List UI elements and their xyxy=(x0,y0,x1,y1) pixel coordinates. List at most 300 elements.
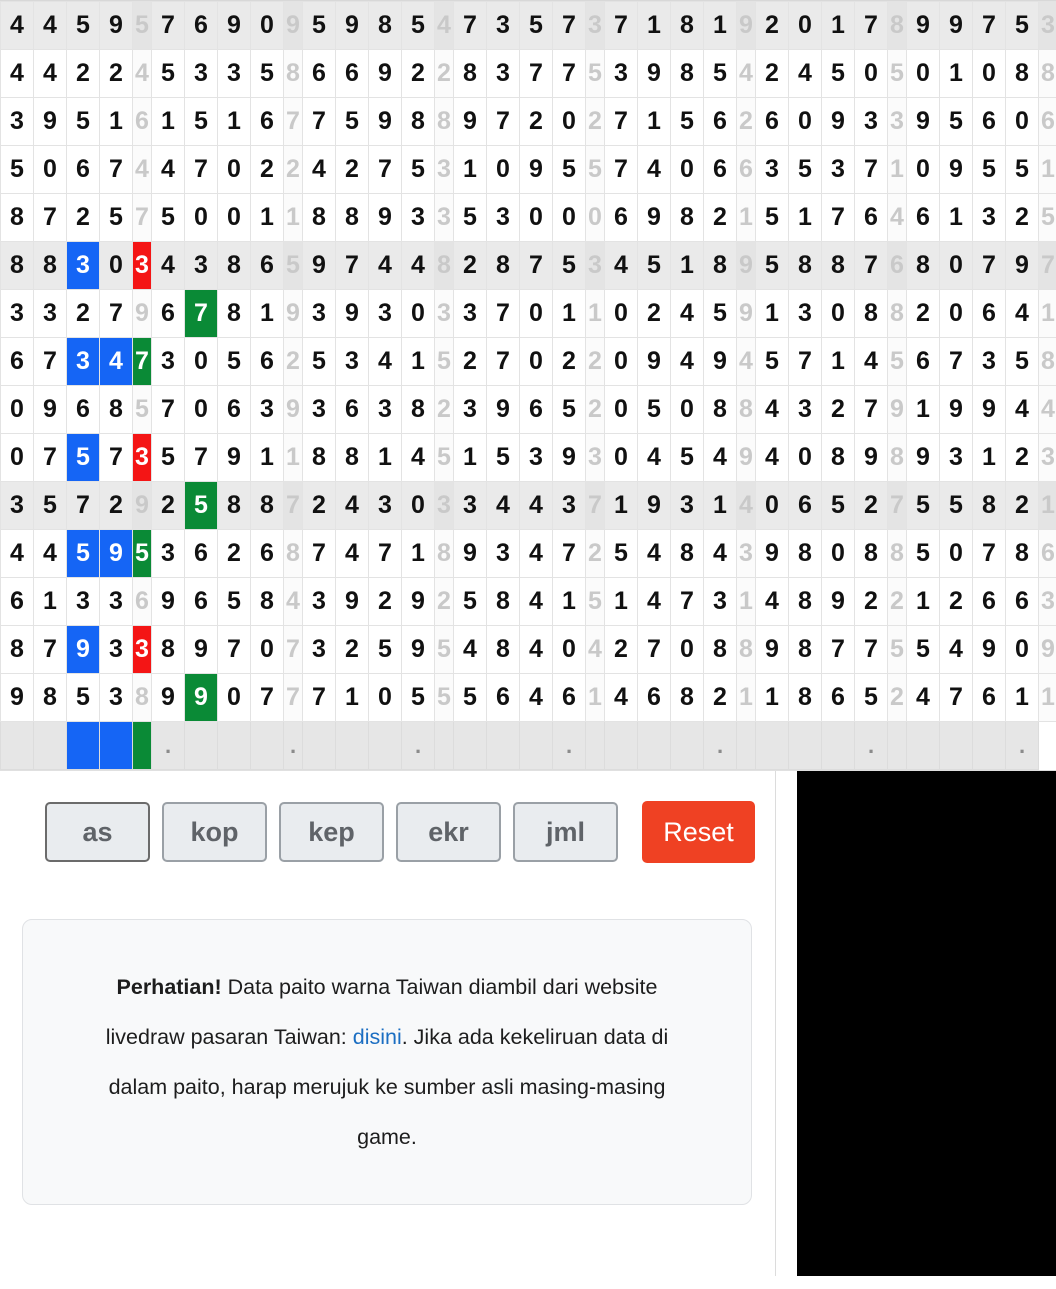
paito-cell[interactable]: 8 xyxy=(1,194,34,242)
paito-cell[interactable]: 8 xyxy=(34,674,67,722)
paito-cell[interactable]: 5 xyxy=(435,674,454,722)
paito-cell[interactable]: 8 xyxy=(34,242,67,290)
paito-cell[interactable]: 4 xyxy=(1,50,34,98)
paito-cell[interactable]: 9 xyxy=(907,2,940,50)
paito-cell[interactable]: 4 xyxy=(402,434,435,482)
paito-cell[interactable]: 8 xyxy=(303,434,336,482)
paito-cell[interactable]: 9 xyxy=(737,434,756,482)
paito-cell[interactable]: 9 xyxy=(1039,626,1056,674)
paito-cell[interactable]: 3 xyxy=(822,146,855,194)
paito-cell[interactable]: 4 xyxy=(336,530,369,578)
paito-cell[interactable]: 6 xyxy=(638,674,671,722)
paito-cell[interactable]: 7 xyxy=(605,2,638,50)
paito-cell[interactable]: 7 xyxy=(152,2,185,50)
paito-cell[interactable]: 3 xyxy=(454,482,487,530)
paito-cell[interactable]: 8 xyxy=(336,434,369,482)
paito-cell[interactable]: 4 xyxy=(520,530,553,578)
paito-cell[interactable]: 9 xyxy=(284,290,303,338)
paito-cell[interactable]: 2 xyxy=(855,482,888,530)
paito-cell[interactable]: 3 xyxy=(218,50,251,98)
paito-cell[interactable]: 7 xyxy=(100,434,133,482)
paito-cell[interactable]: 6 xyxy=(1,578,34,626)
paito-cell[interactable]: 8 xyxy=(1006,530,1039,578)
paito-cell[interactable]: 7 xyxy=(34,626,67,674)
paito-cell[interactable]: 6 xyxy=(133,98,152,146)
paito-cell[interactable]: 0 xyxy=(855,50,888,98)
paito-cell[interactable]: 7 xyxy=(100,146,133,194)
paito-cell[interactable]: 0 xyxy=(605,338,638,386)
paito-cell[interactable]: 2 xyxy=(454,242,487,290)
paito-cell[interactable]: 9 xyxy=(1006,242,1039,290)
paito-cell[interactable]: 5 xyxy=(487,434,520,482)
paito-cell[interactable]: 0 xyxy=(1,434,34,482)
paito-cell[interactable]: 3 xyxy=(1039,578,1056,626)
paito-cell[interactable]: 8 xyxy=(133,674,152,722)
paito-cell[interactable]: 0 xyxy=(940,242,973,290)
paito-cell[interactable]: 6 xyxy=(888,242,907,290)
paito-cell[interactable]: 0 xyxy=(822,530,855,578)
paito-cell[interactable]: 7 xyxy=(1039,242,1056,290)
paito-cell[interactable]: 5 xyxy=(303,338,336,386)
paito-cell[interactable]: 5 xyxy=(1039,194,1056,242)
paito-cell[interactable]: 6 xyxy=(67,386,100,434)
paito-cell[interactable]: 0 xyxy=(789,434,822,482)
paito-cell[interactable]: 3 xyxy=(487,530,520,578)
paito-cell[interactable]: 8 xyxy=(855,530,888,578)
paito-cell[interactable]: 1 xyxy=(454,146,487,194)
paito-cell-highlight-red[interactable]: 3 xyxy=(133,242,152,290)
paito-cell[interactable]: 1 xyxy=(671,242,704,290)
paito-cell[interactable]: 8 xyxy=(789,242,822,290)
paito-cell[interactable]: 8 xyxy=(1039,338,1056,386)
paito-cell[interactable]: 1 xyxy=(940,194,973,242)
paito-cell[interactable]: 3 xyxy=(1039,434,1056,482)
paito-cell[interactable]: 2 xyxy=(67,50,100,98)
paito-cell[interactable]: 9 xyxy=(855,434,888,482)
paito-cell[interactable]: 7 xyxy=(605,98,638,146)
paito-cell[interactable]: 7 xyxy=(185,434,218,482)
paito-cell[interactable]: 8 xyxy=(369,2,402,50)
paito-cell[interactable]: 4 xyxy=(1,2,34,50)
paito-cell[interactable]: 0 xyxy=(671,146,704,194)
filter-button-jml[interactable]: jml xyxy=(513,802,618,862)
paito-cell[interactable]: 3 xyxy=(152,338,185,386)
paito-cell[interactable]: 5 xyxy=(369,626,402,674)
paito-cell[interactable]: 3 xyxy=(402,194,435,242)
paito-cell[interactable]: 4 xyxy=(737,482,756,530)
paito-cell[interactable]: 6 xyxy=(251,338,284,386)
paito-cell[interactable]: 9 xyxy=(218,434,251,482)
paito-cell[interactable]: 5 xyxy=(152,194,185,242)
paito-cell[interactable]: 6 xyxy=(1039,530,1056,578)
paito-cell[interactable]: 9 xyxy=(737,2,756,50)
paito-cell[interactable]: 4 xyxy=(369,242,402,290)
paito-cell[interactable]: 0 xyxy=(907,146,940,194)
paito-cell[interactable]: 9 xyxy=(152,578,185,626)
paito-cell[interactable]: 5 xyxy=(756,242,789,290)
paito-cell[interactable]: 2 xyxy=(553,338,586,386)
paito-cell[interactable]: 7 xyxy=(822,194,855,242)
paito-cell[interactable]: 6 xyxy=(973,98,1006,146)
paito-cell[interactable]: 5 xyxy=(454,194,487,242)
paito-cell[interactable]: 7 xyxy=(855,386,888,434)
paito-cell[interactable]: 7 xyxy=(605,146,638,194)
paito-cell[interactable]: 8 xyxy=(671,194,704,242)
paito-cell[interactable]: 5 xyxy=(638,242,671,290)
paito-cell[interactable]: 9 xyxy=(402,578,435,626)
paito-cell[interactable]: 7 xyxy=(855,2,888,50)
paito-cell[interactable]: 5 xyxy=(1006,146,1039,194)
paito-cell[interactable]: 7 xyxy=(185,146,218,194)
paito-cell[interactable]: 6 xyxy=(336,386,369,434)
paito-cell[interactable]: 2 xyxy=(67,194,100,242)
paito-cell[interactable]: 6 xyxy=(704,146,737,194)
paito-cell[interactable]: 2 xyxy=(402,50,435,98)
paito-cell[interactable]: 8 xyxy=(1039,50,1056,98)
paito-cell[interactable]: 4 xyxy=(369,338,402,386)
paito-cell[interactable]: 6 xyxy=(185,578,218,626)
paito-cell[interactable]: 4 xyxy=(756,434,789,482)
paito-cell[interactable]: 2 xyxy=(756,50,789,98)
paito-cell[interactable]: 1 xyxy=(402,338,435,386)
paito-cell[interactable]: 3 xyxy=(100,626,133,674)
paito-cell[interactable]: 1 xyxy=(704,482,737,530)
paito-cell[interactable]: 1 xyxy=(1039,674,1056,722)
paito-cell[interactable]: 9 xyxy=(133,482,152,530)
paito-cell[interactable]: 0 xyxy=(822,290,855,338)
paito-cell[interactable]: 0 xyxy=(520,194,553,242)
paito-cell[interactable]: 6 xyxy=(973,290,1006,338)
paito-cell[interactable]: 1 xyxy=(553,290,586,338)
paito-cell[interactable]: 8 xyxy=(218,290,251,338)
paito-cell[interactable]: 7 xyxy=(284,482,303,530)
paito-cell[interactable]: 7 xyxy=(67,482,100,530)
paito-cell[interactable]: 5 xyxy=(100,194,133,242)
paito-cell[interactable]: 7 xyxy=(973,242,1006,290)
paito-cell[interactable]: 8 xyxy=(487,626,520,674)
paito-cell[interactable]: 7 xyxy=(487,338,520,386)
paito-cell[interactable]: 7 xyxy=(855,146,888,194)
paito-cell[interactable]: 5 xyxy=(218,578,251,626)
paito-cell[interactable]: 8 xyxy=(218,482,251,530)
paito-cell[interactable]: 4 xyxy=(605,674,638,722)
paito-cell[interactable]: 1 xyxy=(336,674,369,722)
paito-cell[interactable]: 8 xyxy=(284,50,303,98)
filter-button-kop[interactable]: kop xyxy=(162,802,267,862)
paito-cell[interactable]: 5 xyxy=(152,434,185,482)
paito-cell[interactable]: 3 xyxy=(152,530,185,578)
paito-cell[interactable]: 5 xyxy=(704,290,737,338)
paito-cell[interactable]: 7 xyxy=(284,674,303,722)
paito-cell[interactable]: 4 xyxy=(284,578,303,626)
paito-cell[interactable]: 4 xyxy=(1,530,34,578)
paito-cell[interactable]: 2 xyxy=(586,338,605,386)
paito-cell[interactable]: 1 xyxy=(789,194,822,242)
paito-cell[interactable]: 2 xyxy=(336,626,369,674)
paito-cell[interactable]: 5 xyxy=(435,626,454,674)
filter-button-ekr[interactable]: ekr xyxy=(396,802,501,862)
paito-cell[interactable]: 1 xyxy=(402,530,435,578)
paito-cell[interactable]: 0 xyxy=(940,290,973,338)
paito-cell[interactable]: 6 xyxy=(822,674,855,722)
paito-cell-highlight-blue[interactable]: 4 xyxy=(100,338,133,386)
paito-cell[interactable]: 3 xyxy=(303,578,336,626)
paito-cell[interactable]: 6 xyxy=(704,98,737,146)
paito-cell[interactable]: 3 xyxy=(973,338,1006,386)
paito-cell[interactable]: 0 xyxy=(553,194,586,242)
paito-cell[interactable]: 1 xyxy=(638,2,671,50)
paito-cell[interactable]: 2 xyxy=(218,530,251,578)
paito-cell[interactable]: 0 xyxy=(218,146,251,194)
paito-cell[interactable]: 6 xyxy=(1,338,34,386)
paito-cell[interactable]: 9 xyxy=(369,50,402,98)
paito-cell[interactable]: 1 xyxy=(704,2,737,50)
paito-cell[interactable]: 5 xyxy=(402,674,435,722)
paito-cell[interactable]: 2 xyxy=(435,386,454,434)
paito-cell[interactable]: 4 xyxy=(1006,290,1039,338)
paito-cell[interactable]: 5 xyxy=(822,482,855,530)
paito-cell[interactable]: 4 xyxy=(303,146,336,194)
paito-cell[interactable]: 5 xyxy=(888,626,907,674)
paito-cell[interactable]: 7 xyxy=(34,338,67,386)
paito-cell[interactable]: 2 xyxy=(888,578,907,626)
paito-cell[interactable]: 8 xyxy=(855,290,888,338)
paito-cell[interactable]: 3 xyxy=(100,674,133,722)
paito-cell[interactable]: 5 xyxy=(152,50,185,98)
paito-cell[interactable]: 0 xyxy=(605,290,638,338)
notice-link-disini[interactable]: disini xyxy=(352,1025,402,1049)
paito-cell[interactable]: 9 xyxy=(822,98,855,146)
paito-cell[interactable]: 5 xyxy=(586,578,605,626)
paito-cell[interactable]: 3 xyxy=(586,242,605,290)
paito-cell[interactable]: 0 xyxy=(671,386,704,434)
paito-cell[interactable]: 4 xyxy=(907,674,940,722)
paito-cell[interactable]: 2 xyxy=(454,338,487,386)
paito-cell[interactable]: 6 xyxy=(1006,578,1039,626)
paito-cell[interactable]: 4 xyxy=(605,242,638,290)
paito-cell[interactable]: 8 xyxy=(402,98,435,146)
paito-cell[interactable]: 2 xyxy=(1006,482,1039,530)
paito-cell[interactable]: 7 xyxy=(822,626,855,674)
paito-cell[interactable]: 0 xyxy=(185,338,218,386)
reset-button[interactable]: Reset xyxy=(642,801,755,863)
paito-cell[interactable]: 5 xyxy=(1006,338,1039,386)
paito-cell-highlight-blue[interactable]: 9 xyxy=(100,530,133,578)
paito-cell[interactable]: 3 xyxy=(435,194,454,242)
paito-cell[interactable]: 7 xyxy=(671,578,704,626)
paito-cell[interactable]: 5 xyxy=(402,2,435,50)
paito-cell[interactable]: 7 xyxy=(855,242,888,290)
paito-cell[interactable]: 3 xyxy=(34,290,67,338)
paito-cell[interactable]: 9 xyxy=(185,626,218,674)
paito-cell[interactable]: 3 xyxy=(737,530,756,578)
paito-cell[interactable]: 6 xyxy=(737,146,756,194)
paito-cell[interactable]: 7 xyxy=(553,530,586,578)
paito-cell[interactable]: 9 xyxy=(907,98,940,146)
paito-cell[interactable]: 3 xyxy=(789,386,822,434)
paito-cell-highlight-green[interactable]: 5 xyxy=(185,482,218,530)
paito-cell[interactable]: 4 xyxy=(520,578,553,626)
paito-cell[interactable]: 2 xyxy=(67,290,100,338)
paito-cell[interactable]: 2 xyxy=(336,146,369,194)
paito-cell[interactable]: 2 xyxy=(303,482,336,530)
paito-cell[interactable]: 7 xyxy=(487,98,520,146)
paito-cell[interactable]: 7 xyxy=(100,290,133,338)
paito-cell[interactable]: 5 xyxy=(303,2,336,50)
paito-cell[interactable]: 0 xyxy=(553,626,586,674)
paito-cell[interactable]: 3 xyxy=(520,434,553,482)
paito-cell[interactable]: 3 xyxy=(185,50,218,98)
paito-cell[interactable]: 4 xyxy=(336,482,369,530)
paito-cell[interactable]: 9 xyxy=(638,482,671,530)
filter-button-kep[interactable]: kep xyxy=(279,802,384,862)
paito-cell-highlight-blue[interactable]: 5 xyxy=(67,434,100,482)
paito-cell[interactable]: 3 xyxy=(1,482,34,530)
paito-cell[interactable]: 9 xyxy=(34,386,67,434)
paito-cell[interactable]: 0 xyxy=(940,530,973,578)
paito-cell[interactable]: 4 xyxy=(34,50,67,98)
paito-cell[interactable]: 0 xyxy=(218,194,251,242)
paito-cell[interactable]: 3 xyxy=(454,290,487,338)
paito-cell[interactable]: 9 xyxy=(284,386,303,434)
paito-cell[interactable]: 2 xyxy=(822,386,855,434)
paito-cell[interactable]: 3 xyxy=(940,434,973,482)
paito-cell[interactable]: 1 xyxy=(369,434,402,482)
paito-cell[interactable]: 2 xyxy=(940,578,973,626)
paito-cell[interactable]: 4 xyxy=(756,386,789,434)
paito-cell[interactable]: 4 xyxy=(152,242,185,290)
paito-cell[interactable]: 5 xyxy=(454,578,487,626)
paito-cell[interactable]: 8 xyxy=(907,242,940,290)
paito-cell[interactable]: 4 xyxy=(402,242,435,290)
paito-cell[interactable]: 1 xyxy=(284,434,303,482)
paito-cell[interactable]: 9 xyxy=(973,386,1006,434)
paito-cell[interactable]: 1 xyxy=(1006,674,1039,722)
paito-cell[interactable]: 5 xyxy=(605,530,638,578)
paito-cell[interactable]: 7 xyxy=(553,50,586,98)
paito-cell[interactable]: 4 xyxy=(133,146,152,194)
paito-cell[interactable]: 1 xyxy=(1039,482,1056,530)
paito-cell[interactable]: 4 xyxy=(435,2,454,50)
paito-cell[interactable]: 8 xyxy=(1,626,34,674)
paito-cell[interactable]: 5 xyxy=(553,242,586,290)
paito-cell[interactable]: 5 xyxy=(251,50,284,98)
paito-cell[interactable]: 4 xyxy=(638,530,671,578)
paito-cell[interactable]: 5 xyxy=(185,98,218,146)
paito-cell[interactable]: 5 xyxy=(520,2,553,50)
paito-cell[interactable]: 7 xyxy=(888,482,907,530)
paito-cell[interactable]: 2 xyxy=(888,674,907,722)
paito-cell[interactable]: 3 xyxy=(789,290,822,338)
paito-cell[interactable]: 3 xyxy=(487,50,520,98)
paito-cell[interactable]: 5 xyxy=(67,674,100,722)
paito-cell[interactable]: 4 xyxy=(704,530,737,578)
paito-cell[interactable]: 9 xyxy=(737,290,756,338)
paito-cell[interactable]: 5 xyxy=(822,50,855,98)
paito-cell[interactable]: 1 xyxy=(1039,146,1056,194)
paito-cell[interactable]: 1 xyxy=(737,578,756,626)
filter-button-as[interactable]: as xyxy=(45,802,150,862)
paito-cell[interactable]: 2 xyxy=(586,530,605,578)
paito-cell[interactable]: 0 xyxy=(553,98,586,146)
paito-cell[interactable]: 5 xyxy=(907,530,940,578)
paito-cell[interactable]: 5 xyxy=(1,146,34,194)
paito-cell[interactable]: 5 xyxy=(67,2,100,50)
paito-cell[interactable]: 9 xyxy=(638,194,671,242)
paito-cell[interactable]: 8 xyxy=(822,434,855,482)
paito-cell[interactable]: 5 xyxy=(789,146,822,194)
paito-cell[interactable]: 3 xyxy=(251,386,284,434)
paito-cell[interactable]: 8 xyxy=(671,2,704,50)
paito-cell[interactable]: 9 xyxy=(284,2,303,50)
paito-cell[interactable]: 7 xyxy=(303,98,336,146)
paito-cell[interactable]: 3 xyxy=(435,146,454,194)
paito-cell[interactable]: 3 xyxy=(435,290,454,338)
paito-cell[interactable]: 8 xyxy=(1,242,34,290)
paito-cell[interactable]: 6 xyxy=(756,98,789,146)
paito-cell[interactable]: 9 xyxy=(487,386,520,434)
paito-cell[interactable]: 5 xyxy=(586,146,605,194)
paito-cell[interactable]: 1 xyxy=(218,98,251,146)
paito-cell[interactable]: 6 xyxy=(973,674,1006,722)
paito-cell[interactable]: 0 xyxy=(973,50,1006,98)
paito-cell[interactable]: 3 xyxy=(369,290,402,338)
paito-cell[interactable]: 6 xyxy=(789,482,822,530)
paito-cell[interactable]: 9 xyxy=(940,146,973,194)
paito-cell[interactable]: 3 xyxy=(756,146,789,194)
paito-cell[interactable]: 3 xyxy=(1,290,34,338)
paito-cell[interactable]: 2 xyxy=(704,674,737,722)
paito-cell[interactable]: 4 xyxy=(940,626,973,674)
paito-cell[interactable]: 2 xyxy=(100,482,133,530)
paito-cell[interactable]: 0 xyxy=(402,290,435,338)
paito-cell[interactable]: 2 xyxy=(855,578,888,626)
paito-cell[interactable]: 6 xyxy=(907,194,940,242)
paito-cell[interactable]: 2 xyxy=(284,146,303,194)
paito-cell[interactable]: 3 xyxy=(369,386,402,434)
paito-cell[interactable]: 7 xyxy=(789,338,822,386)
paito-cell[interactable]: 4 xyxy=(855,338,888,386)
paito-cell[interactable]: 2 xyxy=(435,578,454,626)
paito-cell[interactable]: 3 xyxy=(586,2,605,50)
paito-cell[interactable]: 5 xyxy=(402,146,435,194)
paito-cell[interactable]: 5 xyxy=(133,386,152,434)
paito-cell[interactable]: 4 xyxy=(789,50,822,98)
paito-cell[interactable]: 8 xyxy=(251,578,284,626)
paito-cell[interactable]: 8 xyxy=(435,98,454,146)
paito-cell[interactable]: 0 xyxy=(1,386,34,434)
paito-cell[interactable]: 9 xyxy=(34,98,67,146)
paito-cell[interactable]: 8 xyxy=(435,242,454,290)
paito-cell[interactable]: 2 xyxy=(1006,194,1039,242)
paito-cell[interactable]: 1 xyxy=(454,434,487,482)
paito-cell[interactable]: 9 xyxy=(704,338,737,386)
paito-cell[interactable]: 5 xyxy=(671,98,704,146)
paito-cell[interactable]: 3 xyxy=(487,194,520,242)
paito-cell[interactable]: 4 xyxy=(133,50,152,98)
paito-cell[interactable]: 8 xyxy=(822,242,855,290)
paito-cell[interactable]: 7 xyxy=(34,434,67,482)
paito-cell[interactable]: 2 xyxy=(704,194,737,242)
paito-cell[interactable]: 1 xyxy=(756,674,789,722)
paito-cell[interactable]: 1 xyxy=(284,194,303,242)
paito-cell[interactable]: 1 xyxy=(888,146,907,194)
paito-cell[interactable]: 2 xyxy=(100,50,133,98)
paito-cell[interactable]: 5 xyxy=(133,2,152,50)
paito-cell[interactable]: 3 xyxy=(1039,2,1056,50)
paito-cell[interactable]: 7 xyxy=(855,626,888,674)
paito-cell[interactable]: 0 xyxy=(251,2,284,50)
